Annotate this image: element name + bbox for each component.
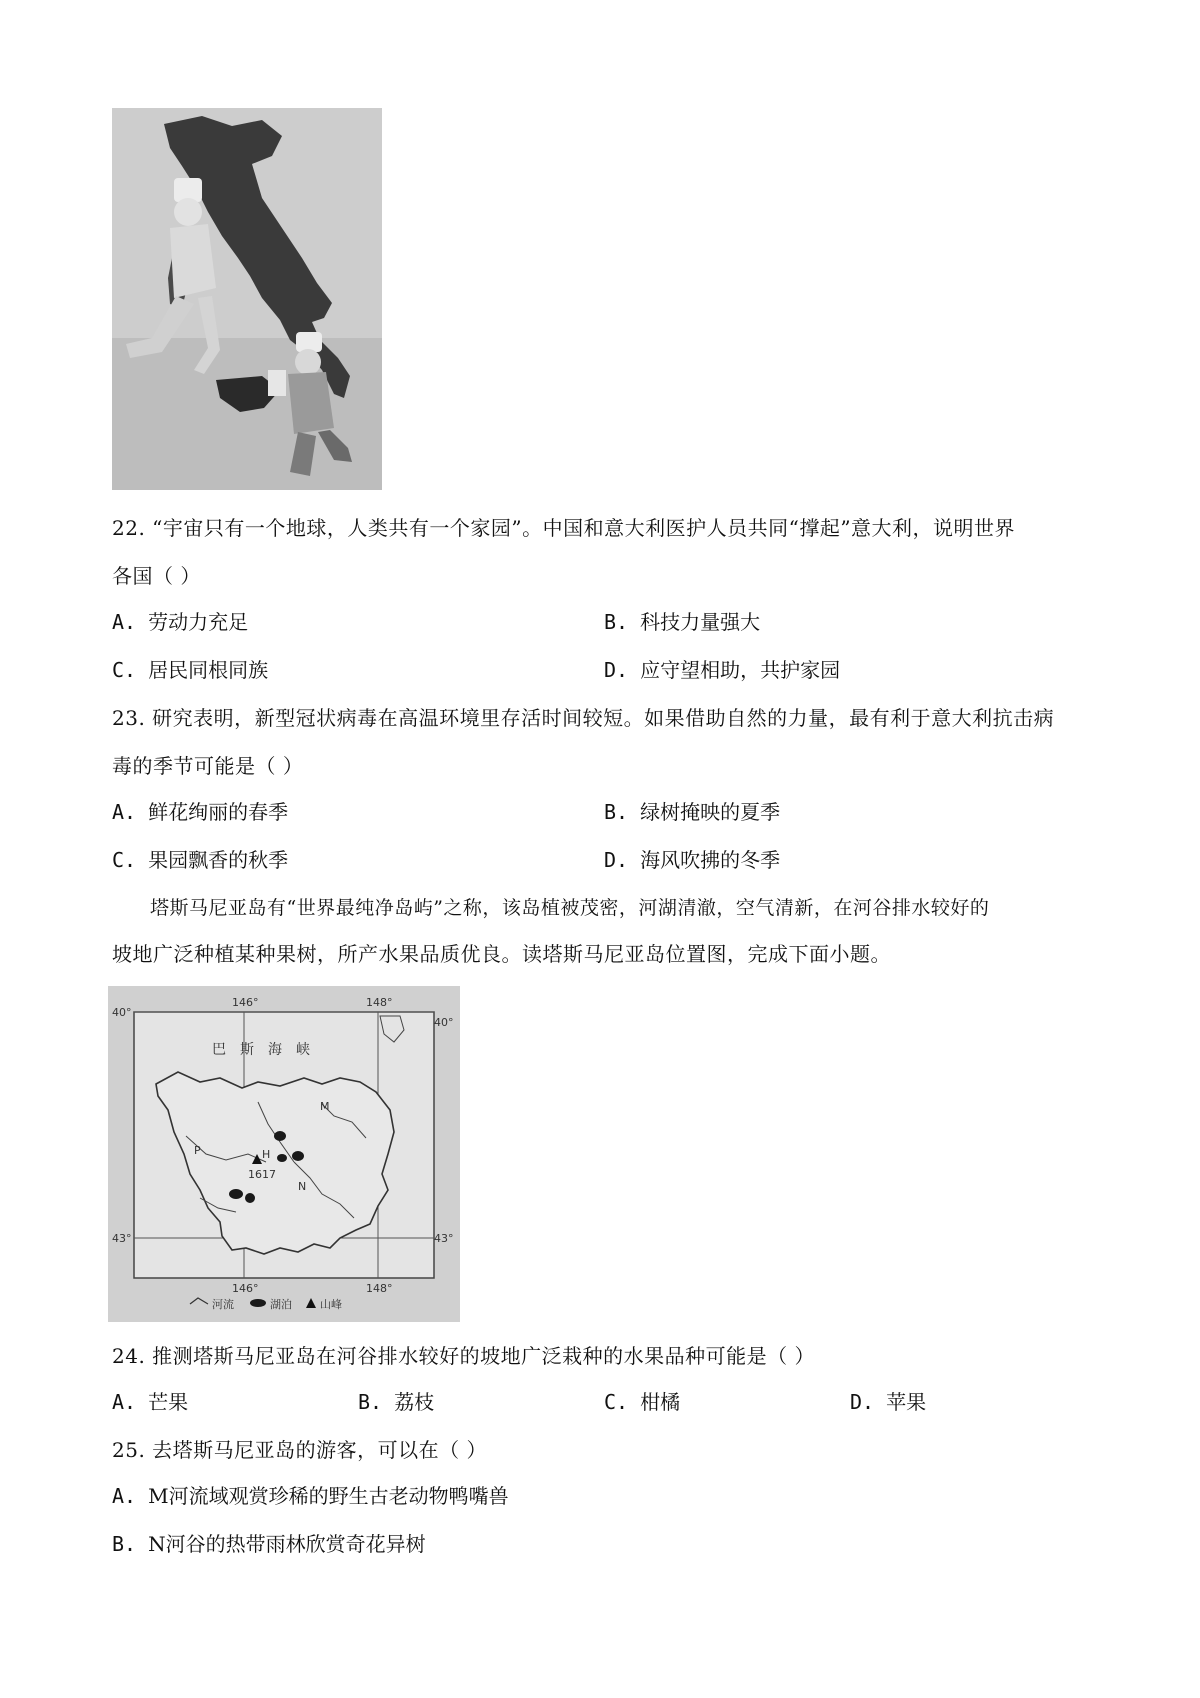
label-m: M <box>320 1100 330 1113</box>
passage-line-1: 塔斯马尼亚岛有“世界最纯净岛屿”之称，该岛植被茂密，河湖清澈，空气清新，在河谷排水较好的 <box>150 897 990 919</box>
option-text: 绿树掩映的夏季 <box>640 800 781 824</box>
q24-option-d[interactable] <box>850 1388 926 1416</box>
q24-option-a[interactable] <box>112 1388 188 1416</box>
option-label: A. <box>112 800 137 824</box>
tasmania-location-map <box>108 986 460 1322</box>
option-text: 苹果 <box>886 1390 927 1414</box>
option-label: B. <box>112 1532 137 1556</box>
option-text: 劳动力充足 <box>148 610 249 634</box>
question-25-line-1: 25. 去塔斯马尼亚岛的游客，可以在（ ） <box>112 1438 488 1462</box>
legend-peak-label: 山峰 <box>320 1298 342 1311</box>
option-text: 鲜花绚丽的春季 <box>148 800 289 824</box>
q22-option-d[interactable] <box>604 656 840 684</box>
peak-elevation: 1617 <box>248 1168 276 1181</box>
option-text: 科技力量强大 <box>640 610 761 634</box>
q23-option-b[interactable] <box>604 798 780 826</box>
q24-option-b[interactable] <box>358 1388 434 1416</box>
q22-option-a[interactable] <box>112 608 248 636</box>
option-text: 海风吹拂的冬季 <box>640 848 781 872</box>
question-22-line-2: 各国（ ） <box>112 564 201 588</box>
option-label: B. <box>358 1390 383 1414</box>
q23-option-a[interactable] <box>112 798 288 826</box>
lon-label-146-top: 146° <box>232 996 259 1009</box>
label-n: N <box>298 1180 307 1193</box>
option-text: 居民同根同族 <box>148 658 269 682</box>
option-text: 果园飘香的秋季 <box>148 848 289 872</box>
option-text: 芒果 <box>148 1390 189 1414</box>
q22-option-b[interactable] <box>604 608 760 636</box>
lat-label-40-right: 40° <box>434 1016 454 1029</box>
option-label: A. <box>112 1484 137 1508</box>
passage-line-2: 坡地广泛种植某种果树，所产水果品质优良。读塔斯马尼亚岛位置图，完成下面小题。 <box>112 942 891 966</box>
italy-map-medical-workers-photo-icon <box>112 108 382 490</box>
option-text: 柑橘 <box>640 1390 681 1414</box>
lake <box>229 1189 243 1199</box>
lake <box>274 1131 286 1141</box>
italy-medical-workers-figure <box>112 108 382 490</box>
lat-label-43-left: 43° <box>112 1232 132 1245</box>
option-label: C. <box>604 1390 629 1414</box>
option-text: 应守望相助，共护家园 <box>640 658 841 682</box>
option-label: B. <box>604 610 629 634</box>
option-text: 荔枝 <box>394 1390 435 1414</box>
question-23-line-2: 毒的季节可能是（ ） <box>112 754 304 778</box>
q25-option-a[interactable] <box>112 1482 509 1510</box>
lon-label-148-bottom: 148° <box>366 1282 393 1295</box>
question-22-line-1: 22. “宇宙只有一个地球，人类共有一个家园”。中国和意大利医护人员共同“撑起”意大利，说明世界 <box>112 516 1016 540</box>
lon-label-148-top: 148° <box>366 996 393 1009</box>
option-label: D. <box>850 1390 875 1414</box>
option-text: M河流域观赏珍稀的野生古老动物鸭嘴兽 <box>148 1484 509 1508</box>
lake <box>277 1154 287 1162</box>
legend-lake-icon <box>250 1299 266 1307</box>
lat-label-40-left: 40° <box>112 1006 132 1019</box>
option-label: D. <box>604 848 629 872</box>
question-23-line-1: 23. 研究表明，新型冠状病毒在高温环境里存活时间较短。如果借助自然的力量，最有利于意大利抗击病 <box>112 706 1055 730</box>
option-label: A. <box>112 1390 137 1414</box>
q23-option-c[interactable] <box>112 846 288 874</box>
label-p: P <box>194 1144 201 1157</box>
question-24-line-1: 24. 推测塔斯马尼亚岛在河谷排水较好的坡地广泛栽种的水果品种可能是（ ） <box>112 1344 816 1368</box>
q22-option-c[interactable] <box>112 656 268 684</box>
option-label: C. <box>112 848 137 872</box>
option-label: A. <box>112 610 137 634</box>
label-h: H <box>262 1148 271 1161</box>
q23-option-d[interactable] <box>604 846 780 874</box>
lake <box>292 1151 304 1161</box>
q25-option-b[interactable] <box>112 1530 426 1558</box>
legend-river-label: 河流 <box>212 1298 234 1311</box>
lake <box>245 1193 255 1203</box>
lon-label-146-bottom: 146° <box>232 1282 259 1295</box>
bass-strait-label: 巴斯海峡 <box>212 1042 324 1058</box>
option-label: C. <box>112 658 137 682</box>
option-label: D. <box>604 658 629 682</box>
tasmania-map-svg <box>108 986 460 1322</box>
option-label: B. <box>604 800 629 824</box>
option-text: N河谷的热带雨林欣赏奇花异树 <box>148 1532 426 1556</box>
q24-option-c[interactable] <box>604 1388 680 1416</box>
legend-lake-label: 湖泊 <box>270 1298 292 1311</box>
lat-label-43-right: 43° <box>434 1232 454 1245</box>
